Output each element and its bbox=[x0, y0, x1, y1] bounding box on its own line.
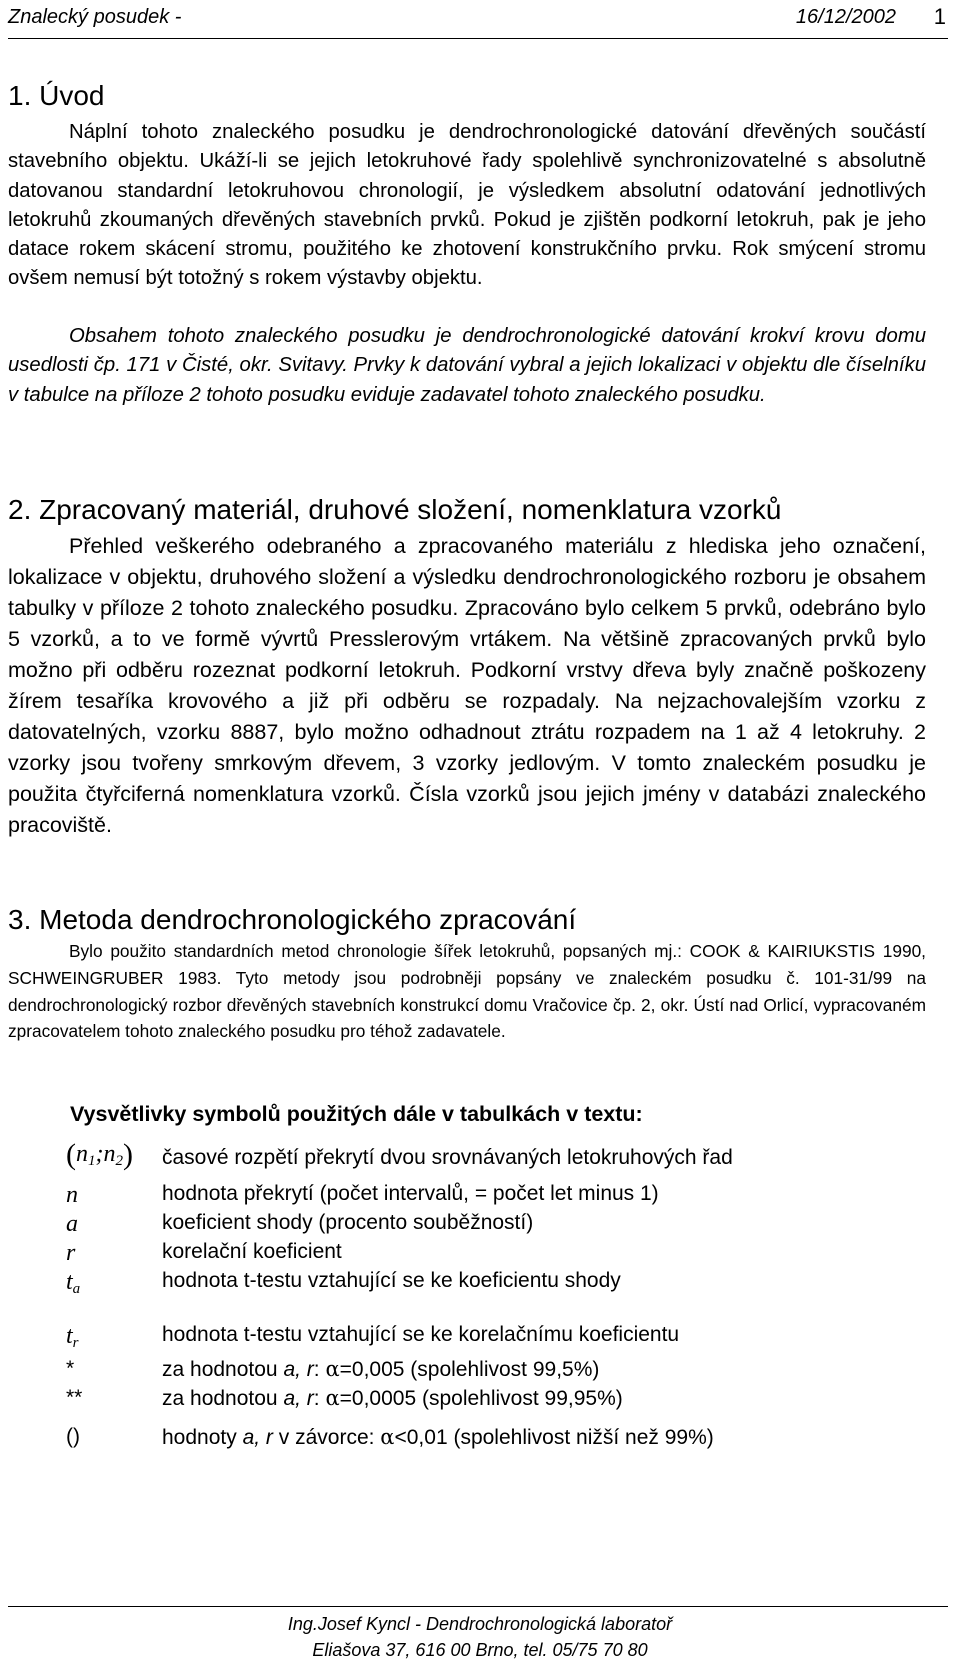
footer-line-1: Ing.Josef Kyncl - Dendrochronologická laboratoř bbox=[287, 1614, 673, 1634]
legend-description: časové rozpětí překrytí dvou srovnávaných letokruhových řad bbox=[162, 1146, 733, 1169]
header-date: 16/12/2002 bbox=[795, 6, 896, 28]
legend-description: hodnota t-testu vztahující se ke koeficientu shody bbox=[162, 1269, 621, 1292]
section-2-paragraph: Přehled veškerého odebraného a zpracovaného materiálu z hlediska jeho označení, lokalizace v objektu, druhového složení a výsledku dendrochronologického rozboru je obsahem tabulky v příloze 2 tohoto znaleckého posudku. Zpracováno bylo celkem 5 prvků, odebráno bylo 5 vzorků, a to ve formě vývrtů Presslerovým vrtákem. Na většině zpracovaných prvků bylo možno při odběru rozeznat podkorní letokruh. Podkorní vrstvy dřeva byly značně poškozeny žírem tesaříka krovového a již při odběru se rozpadaly. Na nejzachovalejším vzorku z datovatelných, vzorku 8887, bylo možno odhadnout ztrátu rozpadem na 1 až 4 letokruhy. 2 vzorky jsou tvořeny smrkovým dřevem, 3 vzorky jedlovým. V tomto znaleckém posudku je použita čtyřciferná nomenklatura vzorků. Čísla vzorků jsou jejich jmény v databázi znaleckého pracoviště. bbox=[8, 534, 926, 837]
section-3-paragraph: Bylo použito standardních metod chronologie šířek letokruhů, popsaných mj.: COOK & KAIRIUKSTIS 1990, SCHWEINGRUBER 1983. Tyto metody jsou podrobněji popsány ve znaleckém posudku č. 101-31/99 na dendrochronologický rozbor dřevěných stavebních konstrukcí domu Vračovice čp. 2, okr. Ústí nad Orlicí, vypracovaném zpracovatelem tohoto znaleckého posudku pro téhož zadavatele. bbox=[8, 941, 926, 1042]
header-title: Znalecký posudek - bbox=[8, 6, 182, 28]
legend-symbol: r bbox=[66, 1240, 76, 1266]
legend-description: za hodnotou a, r: α=0,005 (spolehlivost 99,5%) bbox=[162, 1357, 600, 1381]
legend-title: Vysvětlivky symbolů použitých dále v tabulkách v textu: bbox=[70, 1102, 643, 1126]
legend-description: hodnota překrytí (počet intervalů, = počet let minus 1) bbox=[162, 1182, 659, 1205]
legend-symbol: $t_a$ bbox=[66, 1269, 81, 1297]
legend-symbol: $t_r$ bbox=[66, 1323, 79, 1351]
legend-description: korelační koeficient bbox=[162, 1240, 342, 1263]
section-1-heading: 1. Úvod bbox=[8, 80, 105, 111]
legend-symbol: $(n_1;n_2)$ bbox=[66, 1138, 133, 1171]
section-1-paragraph-2: Obsahem tohoto znaleckého posudku je dendrochronologické datování krokví krovu domu usedlosti čp. 171 v Čisté, okr. Svitavy. Prvky k datování vybral a jejich lokalizaci v objektu dle číselníku v tabulce na příloze 2 tohoto posudku eviduje zadavatel tohoto znaleckého posudku. bbox=[8, 325, 926, 406]
legend-symbol: () bbox=[66, 1425, 80, 1448]
legend-description: hodnoty a, r v závorce: α<0,01 (spolehlivost nižší než 99%) bbox=[162, 1425, 714, 1449]
section-2-heading: 2. Zpracovaný materiál, druhové složení, nomenklatura vzorků bbox=[8, 494, 782, 525]
legend-description: za hodnotou a, r: α=0,0005 (spolehlivost 99,95%) bbox=[162, 1386, 623, 1410]
legend-symbol: n bbox=[66, 1182, 78, 1208]
section-1-paragraph-1: Náplní tohoto znaleckého posudku je dendrochronologické datování dřevěných součástí stavebního objektu. Ukáží-li se jejich letokruhové řady spolehlivě synchronizovatelné s absolutně datovanou standardní letokruhovou chronologií, je výsledkem absolutní odatování jednotlivých letokruhů zkoumaných dřevěných stavebních prvků. Pokud je zjištěn podkorní letokruh, pak je jeho datace rokem skácení stromu, použitého ke zhotovení konstrukčního prvku. Rok smýcení stromu ovšem nemusí být totožný s rokem výstavby objektu. bbox=[8, 121, 926, 290]
page-header bbox=[8, 0, 948, 39]
footer-line-2: Eliašova 37, 616 00 Brno, tel. 05/75 70 80 bbox=[312, 1640, 648, 1660]
header-page-number: 1 bbox=[933, 4, 946, 29]
legend-symbol: ** bbox=[66, 1386, 83, 1409]
legend-description: hodnota t-testu vztahující se ke korelačnímu koeficientu bbox=[162, 1323, 680, 1346]
legend-description: koeficient shody (procento souběžností) bbox=[162, 1211, 534, 1234]
footer-divider bbox=[8, 1606, 948, 1607]
section-3-heading: 3. Metoda dendrochronologického zpracování bbox=[8, 904, 577, 935]
legend-symbol: a bbox=[66, 1211, 78, 1237]
legend-symbol: * bbox=[66, 1357, 75, 1380]
